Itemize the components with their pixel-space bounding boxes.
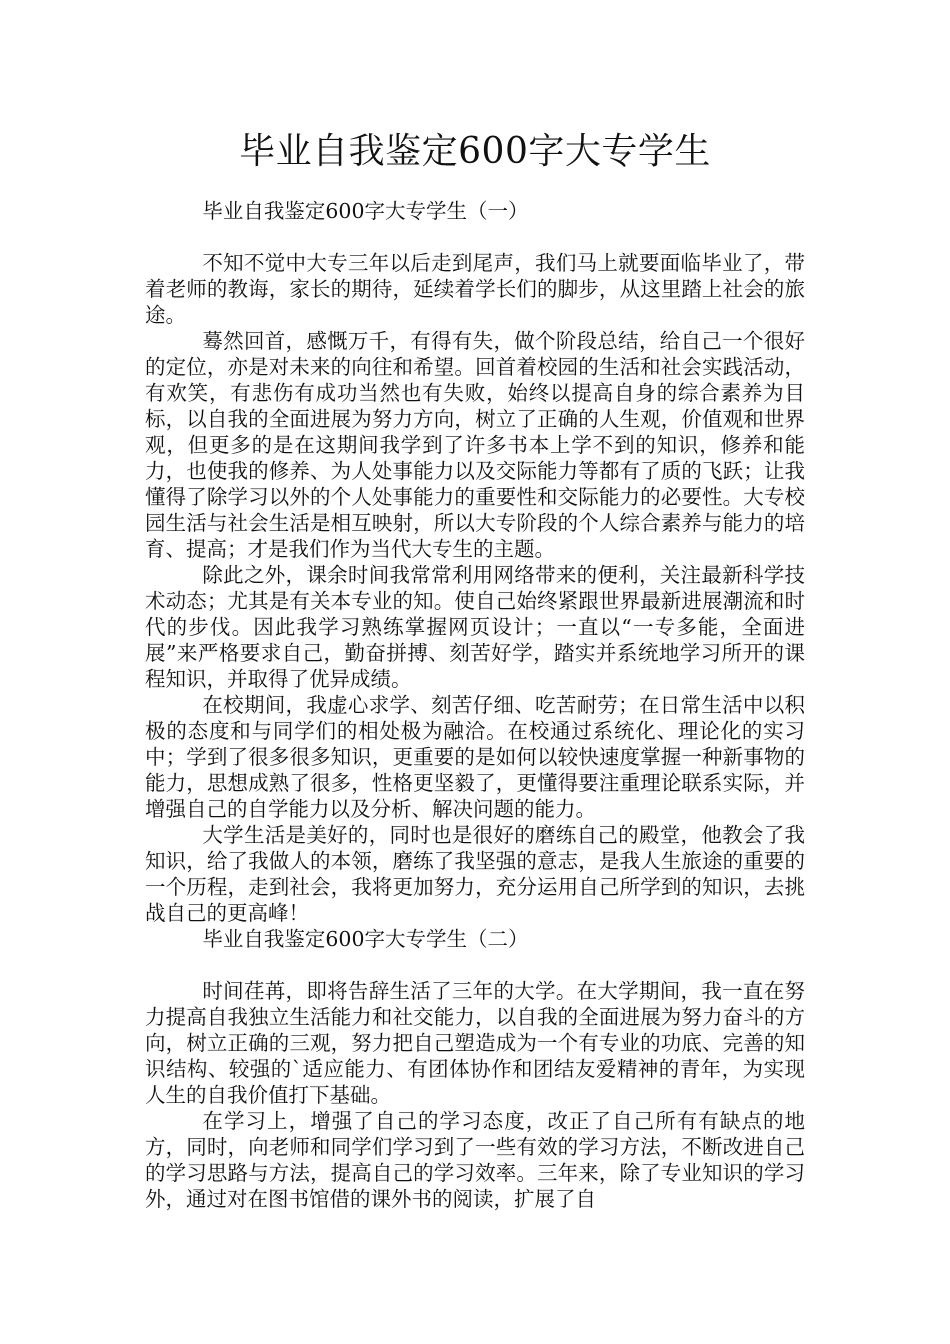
section-heading: 毕业自我鉴定600字大专学生（二） [202, 927, 529, 951]
blank-line [145, 224, 805, 250]
paragraph: 在学习上，增强了自己的学习态度，改正了自己所有有缺点的地方，同时，向老师和同学们学习到了一些有效的学习方法，不断改进自己的学习思路与方法，提高自己的学习效率。三年来，除了专业知识的学习外，通过对在图书馆借的课外书的阅读，扩展了自 [145, 1109, 805, 1211]
blank-line [145, 952, 805, 978]
paragraph: 蓦然回首，感慨万千，有得有失，做个阶段总结，给自己一个很好的定位，亦是对未来的向往和希望。回首着校园的生活和社会实践活动，有欢笑，有悲伤有成功当然也有失败，始终以提高自身的综合素养为目标，以自我的全面进展为努力方向，树立了正确的人生观，价值观和世界观，但更多的是在这期间我学到了许多书本上学不到的知识，修养和能力，也使我的修养、为人处事能力以及交际能力等都有了质的飞跃；让我懂得了除学习以外的个人处事能力的重要性和交际能力的必要性。大专校园生活与社会生活是相互映射，所以大专阶段的个人综合素养与能力的培育、提高；才是我们作为当代大专生的主题。 [145, 329, 805, 561]
section-heading: 毕业自我鉴定600字大专学生（一） [202, 199, 529, 223]
paragraph: 大学生活是美好的，同时也是很好的磨练自己的殿堂，他教会了我知识，给了我做人的本领，磨练了我坚强的意志，是我人生旅途的重要的一个历程，走到社会，我将更加努力，充分运用自己所学到的知识，去挑战自己的更高峰！ [145, 823, 805, 925]
document-title: 毕业自我鉴定600字大专学生 [239, 131, 711, 172]
document-body [145, 198, 805, 1212]
paragraph: 在校期间，我虚心求学、刻苦仔细、吃苦耐劳；在日常生活中以积极的态度和与同学们的相处极为融洽。在校通过系统化、理论化的实习中；学到了很多很多知识，更重要的是如何以较快速度掌握一种新事物的能力，思想成熟了很多，性格更坚毅了，更懂得要注重理论联系实际，并增强自己的自学能力以及分析、解决问题的能力。 [145, 693, 805, 821]
paragraph: 不知不觉中大专三年以后走到尾声，我们马上就要面临毕业了，带着老师的教诲，家长的期待，延续着学长们的脚步，从这里踏上社会的旅途。 [145, 251, 805, 327]
paragraph: 除此之外，课余时间我常常利用网络带来的便利，关注最新科学技术动态；尤其是有关本专业的知。使自己始终紧跟世界最新进展潮流和时代的步伐。因此我学习熟练掌握网页设计；一直以“一专多能，全面进展”来严格要求自己，勤奋拼搏、刻苦好学，踏实并系统地学习所开的课程知识，并取得了优异成绩。 [145, 563, 805, 691]
paragraph: 时间荏苒，即将告辞生活了三年的大学。在大学期间，我一直在努力提高自我独立生活能力和社交能力，以自我的全面进展为努力奋斗的方向，树立正确的三观，努力把自己塑造成为一个有专业的功底、完善的知识结构、较强的`适应能力、有团体协作和团结友爱精神的青年，为实现人生的自我价值打下基础。 [145, 979, 805, 1107]
